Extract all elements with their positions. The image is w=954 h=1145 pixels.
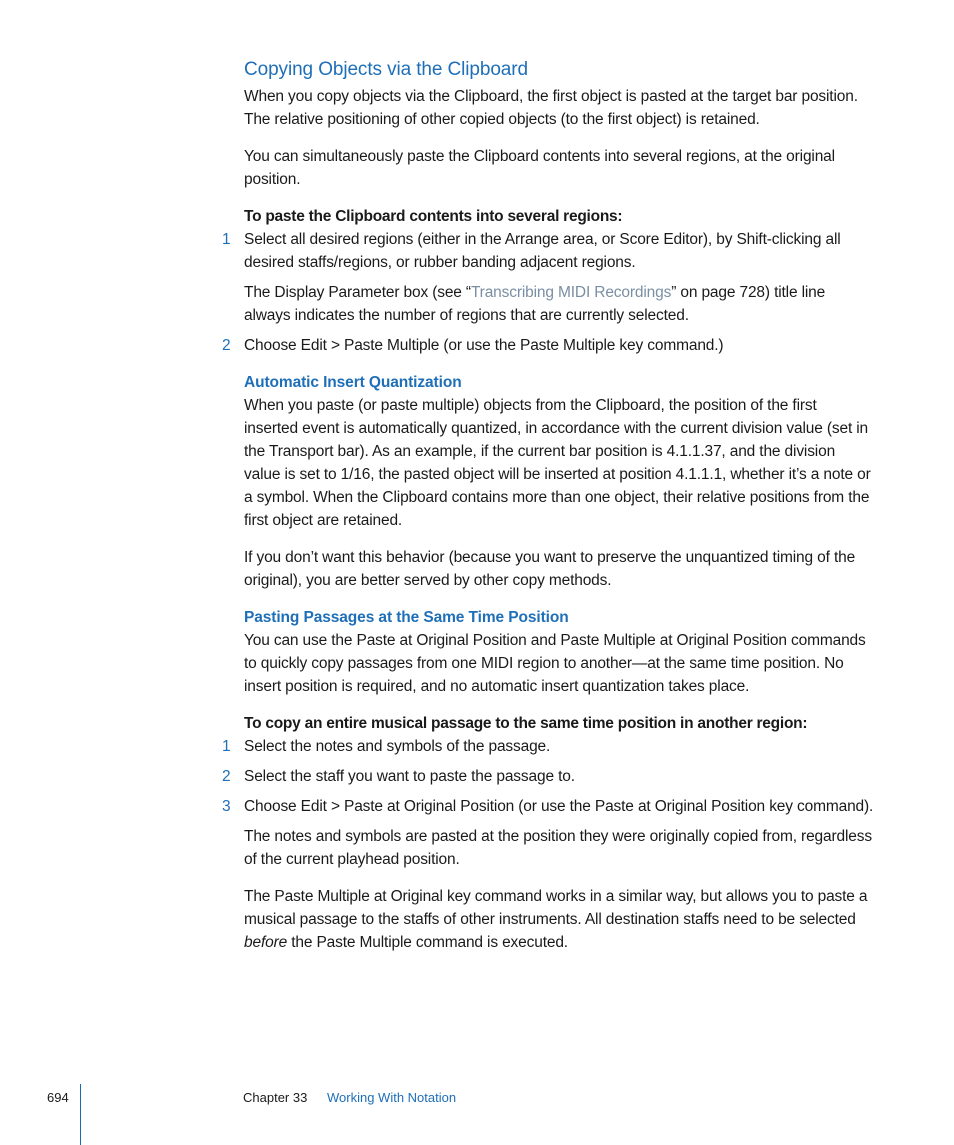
step-number: 1 bbox=[222, 231, 231, 248]
step-number: 1 bbox=[222, 738, 231, 755]
paragraph: You can use the Paste at Original Position and Paste Multiple at Original Position commands to quickly copy passages from one MIDI region to another—at the same time position. No insert position is required, and no automatic insert quantization takes place. bbox=[244, 632, 866, 695]
task-heading: To copy an entire musical passage to the same time position in another region: bbox=[244, 715, 808, 732]
step-text: Choose Edit > Paste at Original Position (or use the Paste at Original Position key command). bbox=[244, 798, 874, 815]
note-text: The Display Parameter box (see “ bbox=[244, 284, 471, 301]
footer-divider bbox=[80, 1084, 81, 1145]
note-text: The Paste Multiple at Original key command works in a similar way, but allows you to paste a musical passage to the staffs of other instruments. All destination staffs need to be selected bbox=[244, 888, 868, 928]
step-note: The notes and symbols are pasted at the position they were originally copied from, regardless of the current playhead position. bbox=[244, 828, 872, 868]
step-number: 2 bbox=[222, 337, 231, 354]
step-text: Choose Edit > Paste Multiple (or use the Paste Multiple key command.) bbox=[244, 337, 724, 354]
note-text: ” on page 728) title line always indicates the number of regions that are currently selected. bbox=[244, 284, 826, 324]
chapter-label: Chapter 33 bbox=[243, 1090, 308, 1105]
section-title: Copying Objects via the Clipboard bbox=[244, 59, 528, 80]
page-content bbox=[222, 57, 874, 954]
paragraph: If you don’t want this behavior (because you want to preserve the unquantized timing of the original), you are better served by other copy methods. bbox=[244, 549, 856, 589]
paragraph: When you paste (or paste multiple) objects from the Clipboard, the position of the first inserted event is automatically quantized, in accordance with the current division value (set in the Transport bar). As an example, if the current bar position is 4.1.1.37, and the division value is set to 1/16, the pasted object will be inserted at position 4.1.1.1, whether it’s a note or a symbol. When the Clipboard contains more than one object, their relative positions from the first object are retained. bbox=[244, 397, 871, 529]
step-item bbox=[222, 735, 874, 758]
subsection-title: Automatic Insert Quantization bbox=[244, 374, 462, 391]
chapter-title: Working With Notation bbox=[327, 1090, 457, 1105]
note-text: the Paste Multiple command is executed. bbox=[287, 934, 568, 951]
step-number: 2 bbox=[222, 768, 231, 785]
subsection-title: Pasting Passages at the Same Time Position bbox=[244, 609, 569, 626]
step-note bbox=[244, 281, 874, 327]
step-number: 3 bbox=[222, 798, 231, 815]
page-footer bbox=[0, 1084, 954, 1145]
page-number: 694 bbox=[47, 1090, 69, 1105]
step-note bbox=[244, 885, 874, 954]
cross-reference-link[interactable]: Transcribing MIDI Recordings bbox=[470, 284, 672, 301]
step-item bbox=[222, 228, 874, 274]
paragraph: You can simultaneously paste the Clipboard contents into several regions, at the original position. bbox=[244, 148, 835, 188]
emphasis-text: before bbox=[244, 934, 288, 951]
task-heading: To paste the Clipboard contents into several regions: bbox=[244, 208, 623, 225]
paragraph: When you copy objects via the Clipboard, the first object is pasted at the target bar position. The relative positioning of other copied objects (to the first object) is retained. bbox=[244, 88, 858, 128]
step-item bbox=[222, 765, 874, 788]
step-text: Select the staff you want to paste the passage to. bbox=[244, 768, 575, 785]
step-text: Select all desired regions (either in the Arrange area, or Score Editor), by Shift-clicking all desired staffs/regions, or rubber banding adjacent regions. bbox=[244, 231, 841, 271]
step-text: Select the notes and symbols of the passage. bbox=[244, 738, 551, 755]
step-item bbox=[222, 795, 874, 818]
step-item bbox=[222, 334, 874, 357]
